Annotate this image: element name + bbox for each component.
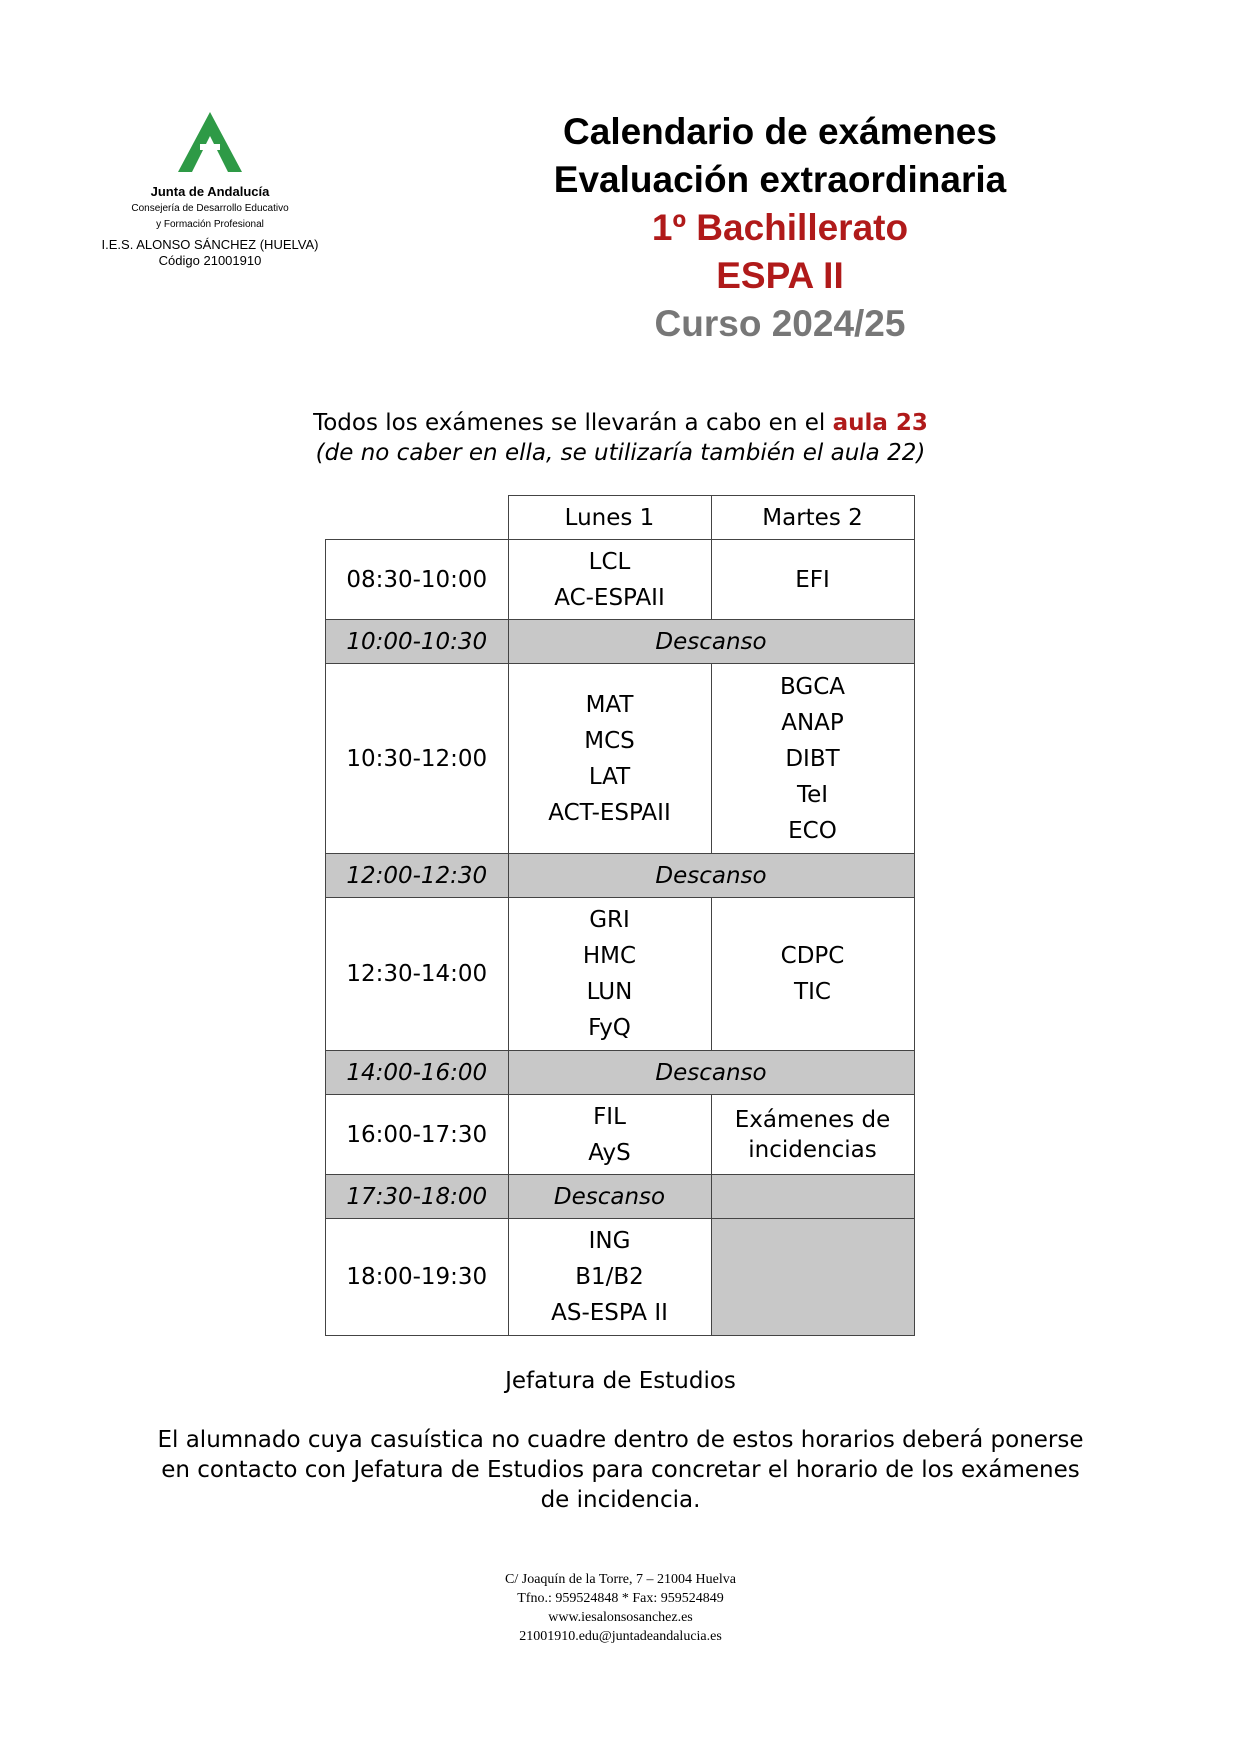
header-blank-cell — [326, 496, 509, 540]
school-name: I.E.S. ALONSO SÁNCHEZ (HUELVA) — [101, 237, 319, 252]
intro-line-2: (de no caber en ella, se utilizaría también el aula 22) — [315, 440, 926, 466]
martes-cell — [711, 664, 914, 854]
signature-text: Jefatura de Estudios — [505, 1368, 736, 1394]
break-time-cell: 17:30-18:00 — [326, 1175, 509, 1219]
program-title: ESPA II — [716, 255, 844, 296]
break-time-cell: 14:00-16:00 — [326, 1051, 509, 1095]
time-cell: 18:00-19:30 — [326, 1219, 509, 1336]
subject: MAT — [585, 691, 634, 718]
break-label: Descanso — [508, 854, 914, 898]
incidence-text: incidencias — [748, 1136, 877, 1163]
table-header-row — [326, 496, 915, 540]
lunes-cell — [508, 1219, 711, 1336]
subject: GRI — [589, 907, 630, 933]
subject: AC-ESPAII — [554, 584, 665, 611]
institution-logo-block — [60, 110, 360, 269]
break-time-cell: 10:00-10:30 — [326, 620, 509, 664]
break-row — [326, 1051, 915, 1095]
subject: CDPC — [780, 943, 845, 969]
subject: B1/B2 — [575, 1264, 644, 1290]
notice-line-3: de incidencia. — [540, 1487, 701, 1513]
martes-cell — [711, 1095, 914, 1175]
time-cell: 10:30-12:00 — [326, 664, 509, 854]
martes-cell — [711, 540, 914, 620]
break-row — [326, 620, 915, 664]
break-label: Descanso — [508, 1175, 711, 1219]
title-line-1: Calendario de exámenes — [563, 111, 997, 152]
table-row — [326, 540, 915, 620]
level-title: 1º Bachillerato — [651, 207, 909, 248]
dept-line-2: y Formación Profesional — [156, 219, 264, 230]
notice-line-2: en contacto con Jefatura de Estudios para concretar el horario de los exámenes — [161, 1457, 1080, 1483]
subject: TeI — [796, 781, 829, 808]
subject: ANAP — [781, 709, 844, 736]
time-cell: 08:30-10:00 — [326, 540, 509, 620]
subject: LUN — [586, 979, 633, 1005]
intro-text — [0, 408, 1241, 468]
subject: ECO — [788, 817, 837, 844]
empty-gray-cell — [711, 1175, 914, 1219]
break-label: Descanso — [508, 620, 914, 664]
table-row — [326, 1219, 915, 1336]
empty-gray-cell — [711, 1219, 914, 1336]
subject: BGCA — [780, 673, 845, 700]
break-time-cell: 12:00-12:30 — [326, 854, 509, 898]
subject: AyS — [588, 1139, 631, 1166]
break-row — [326, 1175, 915, 1219]
break-row — [326, 854, 915, 898]
subject: FIL — [593, 1103, 626, 1130]
break-label: Descanso — [508, 1051, 914, 1095]
subject: AS-ESPA II — [551, 1300, 668, 1326]
subject: EFI — [795, 566, 830, 593]
subject: FyQ — [588, 1015, 631, 1041]
lunes-cell — [508, 1095, 711, 1175]
room-highlight: aula 23 — [832, 410, 928, 436]
table-row — [326, 664, 915, 854]
header-day-lunes: Lunes 1 — [508, 496, 711, 540]
lunes-cell — [508, 664, 711, 854]
dept-line-1: Consejería de Desarrollo Educativo — [131, 203, 289, 214]
lunes-cell — [508, 898, 711, 1051]
notice-line-1: El alumnado cuya casuística no cuadre dentro de estos horarios deberá ponerse — [157, 1427, 1084, 1453]
table-row — [326, 898, 915, 1051]
subject: HMC — [582, 943, 637, 969]
email-link[interactable]: 21001910.edu@juntadeandalucia.es — [519, 1629, 722, 1644]
header-day-martes: Martes 2 — [711, 496, 914, 540]
time-cell: 16:00-17:30 — [326, 1095, 509, 1175]
title-line-2: Evaluación extraordinaria — [553, 159, 1007, 200]
intro-prefix: Todos los exámenes se llevarán a cabo en el — [313, 410, 833, 436]
time-cell: 12:30-14:00 — [326, 898, 509, 1051]
incidence-text: Exámenes de — [734, 1106, 891, 1133]
lunes-cell — [508, 540, 711, 620]
subject: LCL — [588, 548, 631, 575]
phone-line: Tfno.: 959524848 * Fax: 959524849 — [517, 1591, 724, 1606]
school-code: Código 21001910 — [158, 253, 262, 268]
subject: ACT-ESPAII — [548, 799, 671, 826]
subject: DIBT — [785, 745, 840, 772]
website-link[interactable]: www.iesalonsosanchez.es — [548, 1610, 693, 1625]
subject: LAT — [588, 763, 631, 790]
document-titles — [480, 108, 1080, 348]
intro-line-1 — [0, 408, 1241, 438]
address-line: C/ Joaquín de la Torre, 7 – 21004 Huelva — [505, 1572, 736, 1587]
subject: MCS — [584, 727, 635, 754]
table-row — [326, 1095, 915, 1175]
course-title: Curso 2024/25 — [654, 303, 906, 344]
subject: TIC — [794, 979, 831, 1005]
martes-cell — [711, 898, 914, 1051]
contact-block — [0, 1570, 1241, 1646]
junta-andalucia-logo-icon — [170, 110, 250, 180]
subject: ING — [588, 1228, 631, 1254]
exam-schedule-table — [325, 495, 915, 1336]
notice-paragraph — [100, 1425, 1141, 1515]
org-name: Junta de Andalucía — [150, 184, 270, 199]
